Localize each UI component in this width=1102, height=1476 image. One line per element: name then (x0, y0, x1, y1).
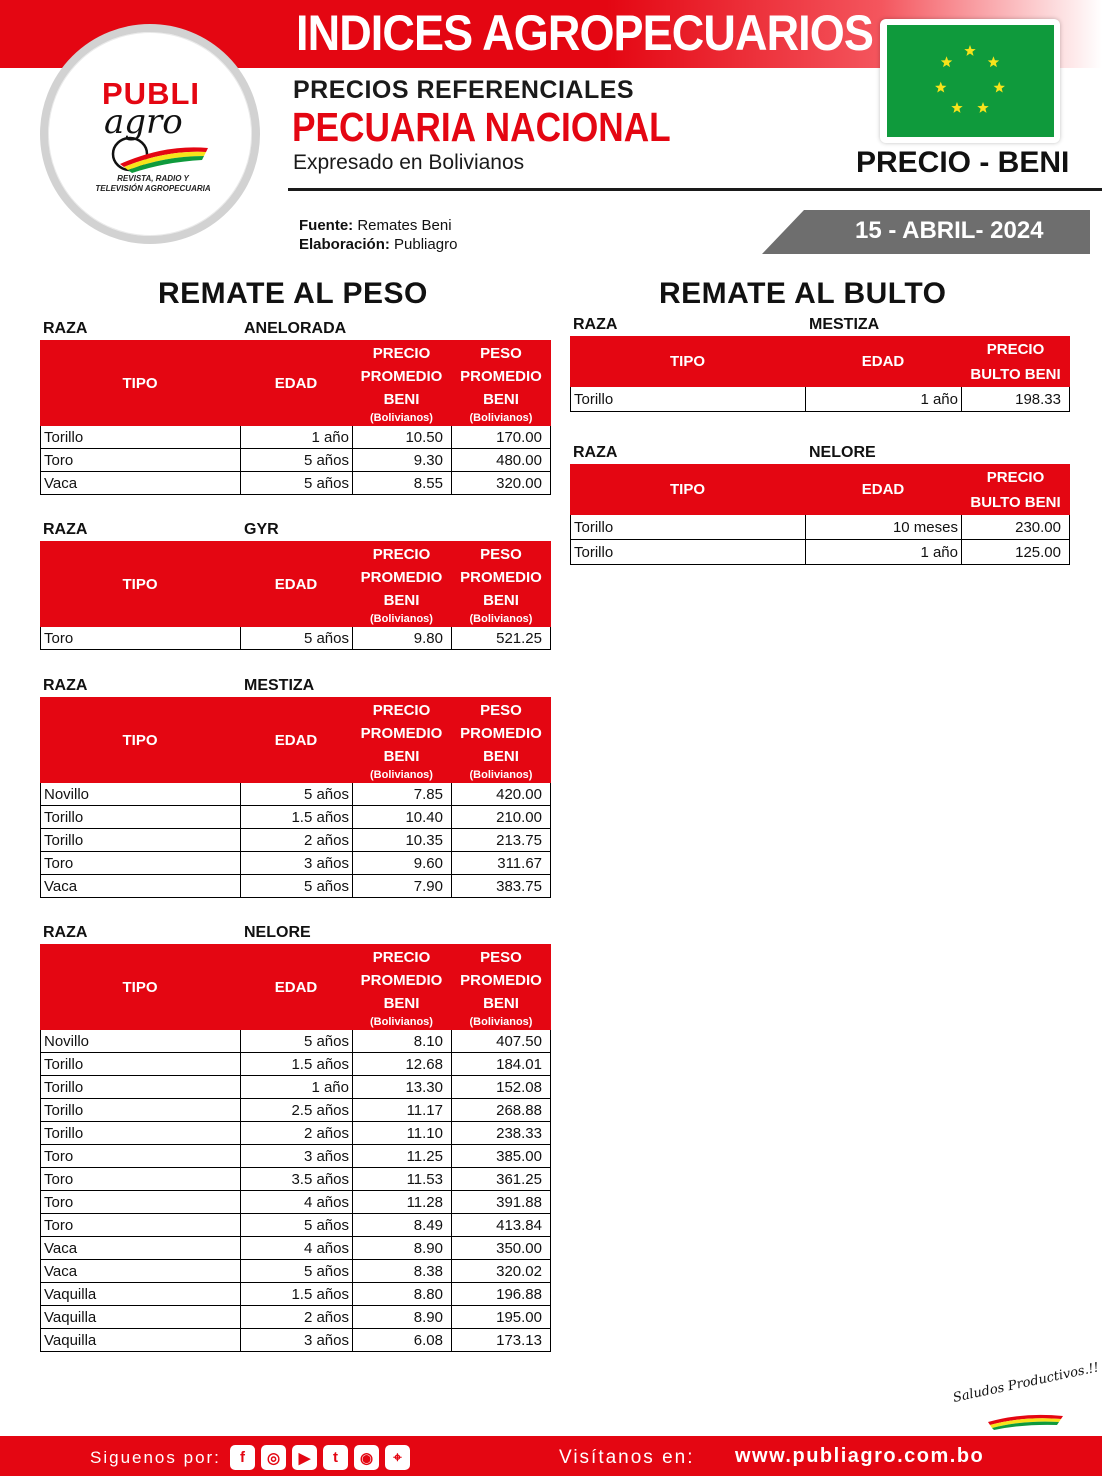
cell-edad: 3.5 años (240, 1168, 352, 1190)
cell-edad: 1.5 años (240, 1053, 352, 1075)
cell-peso: 311.67 (451, 852, 551, 874)
cell-tipo: Novillo (40, 1030, 240, 1052)
cell-tipo: Torillo (40, 1122, 240, 1144)
logo-swoosh-icon (110, 136, 210, 176)
cell-precio: 13.30 (352, 1076, 451, 1098)
header-tipo-label: TIPO (122, 575, 158, 593)
table-row (40, 426, 551, 449)
header-tipo (40, 697, 240, 783)
cell-edad: 2 años (240, 1122, 352, 1144)
star-icon (994, 82, 1005, 93)
raza-row (40, 318, 551, 340)
raza-label: RAZA (43, 924, 88, 941)
raza-row (40, 675, 551, 697)
header-beni-label: BENI (383, 994, 420, 1012)
cell-tipo: Torillo (570, 515, 805, 539)
cell-edad: 5 años (240, 472, 352, 494)
header-promedio-label: PROMEDIO (460, 724, 542, 742)
follow-label: Siguenos por: (90, 1448, 221, 1467)
cell-peso: 413.84 (451, 1214, 551, 1236)
table-row (40, 449, 551, 472)
visit-label: Visítanos en: (559, 1447, 695, 1468)
header-tipo (40, 944, 240, 1030)
header-beni-label: BENI (383, 591, 420, 609)
header-unit-label: (Bolivianos) (370, 768, 433, 781)
cell-precio: 8.10 (352, 1030, 451, 1052)
cell-precio: 11.53 (352, 1168, 451, 1190)
header-unit-label: (Bolivianos) (469, 768, 533, 781)
cell-edad: 1.5 años (240, 806, 352, 828)
cell-peso: 420.00 (451, 783, 551, 805)
table-row (40, 1237, 551, 1260)
cell-precio: 6.08 (352, 1329, 451, 1351)
cell-peso: 184.01 (451, 1053, 551, 1075)
table-header (40, 340, 551, 426)
header-tipo (40, 541, 240, 627)
cell-tipo: Vaquilla (40, 1306, 240, 1328)
logo-tagline (88, 174, 218, 194)
section-title-bulto: REMATE AL BULTO (659, 277, 947, 310)
cell-tipo: Torillo (40, 1053, 240, 1075)
header-promedio-label: PROMEDIO (460, 367, 542, 385)
cell-precio: 8.80 (352, 1283, 451, 1305)
cell-precio: 8.38 (352, 1260, 451, 1282)
raza-label: RAZA (573, 444, 618, 461)
peso-table-anelorada (40, 318, 551, 495)
cell-tipo: Toro (40, 1145, 240, 1167)
peso-table-gyr (40, 519, 551, 650)
header-precio-label: PRECIO (372, 545, 431, 563)
cell-precio: 8.55 (352, 472, 451, 494)
cell-edad: 2.5 años (240, 1099, 352, 1121)
raza-label: RAZA (573, 316, 618, 333)
table-row (40, 472, 551, 495)
raza-value: MESTIZA (244, 677, 315, 694)
social-icons (230, 1445, 410, 1470)
table-row (40, 1145, 551, 1168)
cell-peso: 361.25 (451, 1168, 551, 1190)
header-peso-label: PESO (480, 701, 522, 719)
header-beni-label: BENI (383, 747, 420, 765)
saludos-productivos-logo (948, 1360, 1101, 1430)
header-edad (240, 697, 352, 783)
region-title: PRECIO - BENI (856, 146, 1070, 179)
table-header (40, 541, 551, 627)
cell-tipo: Vaquilla (40, 1329, 240, 1351)
fuente-line (299, 217, 452, 234)
cell-edad: 5 años (240, 783, 352, 805)
beni-flag (887, 25, 1054, 137)
cell-peso: 195.00 (451, 1306, 551, 1328)
cell-tipo: Toro (40, 1191, 240, 1213)
table-header (570, 464, 1070, 515)
cell-tipo: Torillo (40, 1099, 240, 1121)
raza-label: RAZA (43, 677, 88, 694)
header-promedio-label: PROMEDIO (360, 367, 443, 385)
header-tipo-label: TIPO (122, 978, 158, 996)
subtitle-pecuaria: PECUARIA NACIONAL (292, 104, 671, 150)
raza-row (570, 442, 1070, 464)
header-beni-label: BENI (483, 390, 519, 408)
podcast-icon[interactable]: ◉ (354, 1445, 379, 1470)
header-edad (805, 464, 961, 515)
cell-peso: 213.75 (451, 829, 551, 851)
header-edad (240, 340, 352, 426)
cell-tipo: Novillo (40, 783, 240, 805)
beni-flag-stars-icon (887, 25, 1054, 137)
cell-edad: 5 años (240, 449, 352, 471)
logo-publi-text: PUBLI (102, 76, 200, 111)
cell-tipo: Toro (40, 1214, 240, 1236)
cell-precio: 11.10 (352, 1122, 451, 1144)
cell-peso: 391.88 (451, 1191, 551, 1213)
cell-precio: 9.60 (352, 852, 451, 874)
cell-peso: 407.50 (451, 1030, 551, 1052)
header-promedio-label: PROMEDIO (360, 971, 443, 989)
cell-peso: 521.25 (451, 627, 551, 649)
header-unit-label: (Bolivianos) (469, 612, 533, 625)
table-row (40, 1053, 551, 1076)
cell-edad: 1 año (805, 387, 961, 411)
header-edad-label: EDAD (861, 353, 905, 370)
section-title-peso: REMATE AL PESO (158, 277, 428, 310)
cell-edad: 1.5 años (240, 1283, 352, 1305)
cell-edad: 1 año (805, 540, 961, 564)
header-precio (961, 464, 1070, 515)
logo-tagline-line-2: TELEVISIÓN AGROPECUARIA (95, 184, 211, 193)
cell-tipo: Vaca (40, 1260, 240, 1282)
bulto-table-nelore (570, 442, 1070, 565)
header-tipo (40, 340, 240, 426)
cell-tipo: Torillo (40, 426, 240, 448)
cell-tipo: Toro (40, 852, 240, 874)
cell-peso: 385.00 (451, 1145, 551, 1167)
subtitle-expresado: Expresado en Bolivianos (293, 151, 525, 174)
bulto-table-mestiza (570, 314, 1070, 412)
cell-precio: 8.90 (352, 1237, 451, 1259)
cell-tipo: Torillo (40, 829, 240, 851)
header-precio-label: PRECIO (372, 701, 431, 719)
table-row (40, 806, 551, 829)
cell-edad: 5 años (240, 875, 352, 897)
twitter-icon[interactable]: t (323, 1445, 348, 1470)
elaboracion-label: Elaboración: (299, 236, 390, 253)
header-beni-label: BENI (483, 994, 519, 1012)
table-row (40, 852, 551, 875)
cell-peso: 320.00 (451, 472, 551, 494)
header-tipo-label: TIPO (669, 481, 705, 498)
star-icon (964, 45, 975, 56)
peso-table-nelore (40, 922, 551, 1352)
elaboracion-line (299, 236, 457, 253)
instagram-icon[interactable]: ◎ (261, 1445, 286, 1470)
cell-edad: 5 años (240, 1214, 352, 1236)
logo-agro-text: agro (104, 102, 183, 142)
publiagro-logo (40, 24, 260, 244)
table-row (40, 783, 551, 806)
raza-row (40, 922, 551, 944)
cell-precio: 10.50 (352, 426, 451, 448)
header-peso (451, 697, 551, 783)
cell-tipo: Torillo (40, 1076, 240, 1098)
table-row (40, 1329, 551, 1352)
raza-row (570, 314, 1070, 336)
cell-edad: 5 años (240, 1260, 352, 1282)
cell-peso: 170.00 (451, 426, 551, 448)
table-row (40, 875, 551, 898)
beni-flag-frame (880, 19, 1060, 143)
header-tipo (570, 336, 805, 387)
cell-precio: 125.00 (961, 540, 1070, 564)
cell-edad: 2 años (240, 829, 352, 851)
cell-peso: 480.00 (451, 449, 551, 471)
table-row (40, 627, 551, 650)
cell-edad: 5 años (240, 627, 352, 649)
cell-tipo: Vaca (40, 472, 240, 494)
header-edad-label: EDAD (274, 978, 318, 996)
raza-value: ANELORADA (244, 320, 347, 337)
star-icon (951, 102, 962, 113)
header-tipo (570, 464, 805, 515)
cell-peso: 210.00 (451, 806, 551, 828)
cell-precio: 8.49 (352, 1214, 451, 1236)
location-icon[interactable]: ⌖ (385, 1445, 410, 1470)
cell-edad: 1 año (240, 426, 352, 448)
cell-peso: 238.33 (451, 1122, 551, 1144)
table-row (40, 1191, 551, 1214)
header-unit-label: (Bolivianos) (370, 1015, 433, 1028)
cell-edad: 3 años (240, 1329, 352, 1351)
logo-tagline-line-1: REVISTA, RADIO Y (117, 174, 189, 183)
cell-edad: 10 meses (805, 515, 961, 539)
header-edad (240, 541, 352, 627)
header-bulto-label: BULTO BENI (970, 365, 1061, 383)
facebook-icon[interactable]: f (230, 1445, 255, 1470)
star-icon (988, 56, 999, 67)
youtube-icon[interactable]: ▶ (292, 1445, 317, 1470)
cell-precio: 11.17 (352, 1099, 451, 1121)
cell-peso: 320.02 (451, 1260, 551, 1282)
table-row (40, 1260, 551, 1283)
table-row (40, 1099, 551, 1122)
cell-tipo: Toro (40, 449, 240, 471)
cell-tipo: Torillo (570, 387, 805, 411)
raza-value: MESTIZA (809, 316, 880, 333)
cell-precio: 12.68 (352, 1053, 451, 1075)
header-precio (961, 336, 1070, 387)
header-peso (451, 944, 551, 1030)
cell-precio: 10.35 (352, 829, 451, 851)
cell-peso: 196.88 (451, 1283, 551, 1305)
raza-label: RAZA (43, 521, 88, 538)
cell-precio: 230.00 (961, 515, 1070, 539)
header-edad-label: EDAD (274, 575, 318, 593)
subtitle-precios: PRECIOS REFERENCIALES (293, 76, 635, 104)
elaboracion-value: Publiagro (394, 236, 458, 253)
header-peso (451, 541, 551, 627)
header-bulto-label: BULTO BENI (970, 493, 1061, 511)
raza-row (40, 519, 551, 541)
cell-edad: 3 años (240, 1145, 352, 1167)
header-peso-label: PESO (480, 545, 522, 563)
header-tipo-label: TIPO (122, 731, 158, 749)
cell-tipo: Torillo (40, 806, 240, 828)
star-icon (935, 82, 946, 93)
header-precio-label: PRECIO (986, 468, 1045, 486)
cell-tipo: Vaca (40, 1237, 240, 1259)
cell-precio: 10.40 (352, 806, 451, 828)
header-divider (288, 188, 1102, 191)
fuente-label: Fuente: (299, 217, 354, 234)
cell-precio: 198.33 (961, 387, 1070, 411)
cell-precio: 7.90 (352, 875, 451, 897)
cell-precio: 11.28 (352, 1191, 451, 1213)
star-icon (977, 102, 988, 113)
table-row (570, 387, 1070, 412)
raza-value: GYR (244, 521, 279, 538)
cell-tipo: Vaquilla (40, 1283, 240, 1305)
header-peso (451, 340, 551, 426)
cell-peso: 383.75 (451, 875, 551, 897)
header-tipo-label: TIPO (669, 353, 705, 370)
table-row (40, 1122, 551, 1145)
cell-tipo: Toro (40, 1168, 240, 1190)
cell-edad: 2 años (240, 1306, 352, 1328)
header-tipo-label: TIPO (122, 374, 158, 392)
cell-edad: 1 año (240, 1076, 352, 1098)
cell-tipo: Torillo (570, 540, 805, 564)
peso-table-mestiza (40, 675, 551, 898)
cell-precio: 7.85 (352, 783, 451, 805)
header-promedio-label: PROMEDIO (360, 568, 443, 586)
cell-peso: 152.08 (451, 1076, 551, 1098)
star-icon (941, 56, 952, 67)
cell-tipo: Toro (40, 627, 240, 649)
header-edad-label: EDAD (274, 731, 318, 749)
header-precio-label: PRECIO (986, 340, 1045, 358)
header-promedio-label: PROMEDIO (360, 724, 443, 742)
header-edad (240, 944, 352, 1030)
header-edad-label: EDAD (861, 481, 905, 498)
header-precio (352, 697, 451, 783)
header-unit-label: (Bolivianos) (469, 1015, 533, 1028)
header-peso-label: PESO (480, 344, 522, 362)
header-unit-label: (Bolivianos) (370, 612, 433, 625)
table-header (40, 944, 551, 1030)
cell-tipo: Vaca (40, 875, 240, 897)
header-peso-label: PESO (480, 948, 522, 966)
cell-precio: 9.80 (352, 627, 451, 649)
cell-precio: 11.25 (352, 1145, 451, 1167)
header-promedio-label: PROMEDIO (460, 971, 542, 989)
table-header (570, 336, 1070, 387)
header-unit-label: (Bolivianos) (469, 411, 533, 424)
table-row (570, 540, 1070, 565)
table-row (40, 1306, 551, 1329)
header-beni-label: BENI (483, 591, 519, 609)
header-beni-label: BENI (483, 747, 519, 765)
table-row (40, 1283, 551, 1306)
table-row (40, 829, 551, 852)
header-precio (352, 944, 451, 1030)
header-edad-label: EDAD (274, 374, 318, 392)
fuente-value: Remates Beni (357, 217, 452, 234)
table-header (40, 697, 551, 783)
cell-peso: 350.00 (451, 1237, 551, 1259)
header-edad (805, 336, 961, 387)
header-promedio-label: PROMEDIO (460, 568, 542, 586)
cell-edad: 4 años (240, 1237, 352, 1259)
cell-peso: 173.13 (451, 1329, 551, 1351)
cell-precio: 9.30 (352, 449, 451, 471)
table-row (40, 1030, 551, 1053)
header-precio-label: PRECIO (372, 948, 431, 966)
table-row (40, 1214, 551, 1237)
report-date: 15 - ABRIL- 2024 (855, 217, 1044, 244)
header-precio (352, 340, 451, 426)
raza-value: NELORE (809, 444, 876, 461)
header-unit-label: (Bolivianos) (370, 411, 433, 424)
table-row (40, 1076, 551, 1099)
website-link[interactable]: www.publiagro.com.bo (735, 1445, 985, 1467)
header-precio (352, 541, 451, 627)
main-title: INDICES AGROPECUARIOS (296, 5, 873, 61)
table-row (570, 515, 1070, 540)
cell-edad: 3 años (240, 852, 352, 874)
cell-edad: 5 años (240, 1030, 352, 1052)
header-precio-label: PRECIO (372, 344, 431, 362)
raza-value: NELORE (244, 924, 311, 941)
table-row (40, 1168, 551, 1191)
saludos-text: Saludos Productivos.!! (951, 1360, 1101, 1406)
cell-edad: 4 años (240, 1191, 352, 1213)
cell-precio: 8.90 (352, 1306, 451, 1328)
cell-peso: 268.88 (451, 1099, 551, 1121)
header-beni-label: BENI (383, 390, 420, 408)
raza-label: RAZA (43, 320, 88, 337)
